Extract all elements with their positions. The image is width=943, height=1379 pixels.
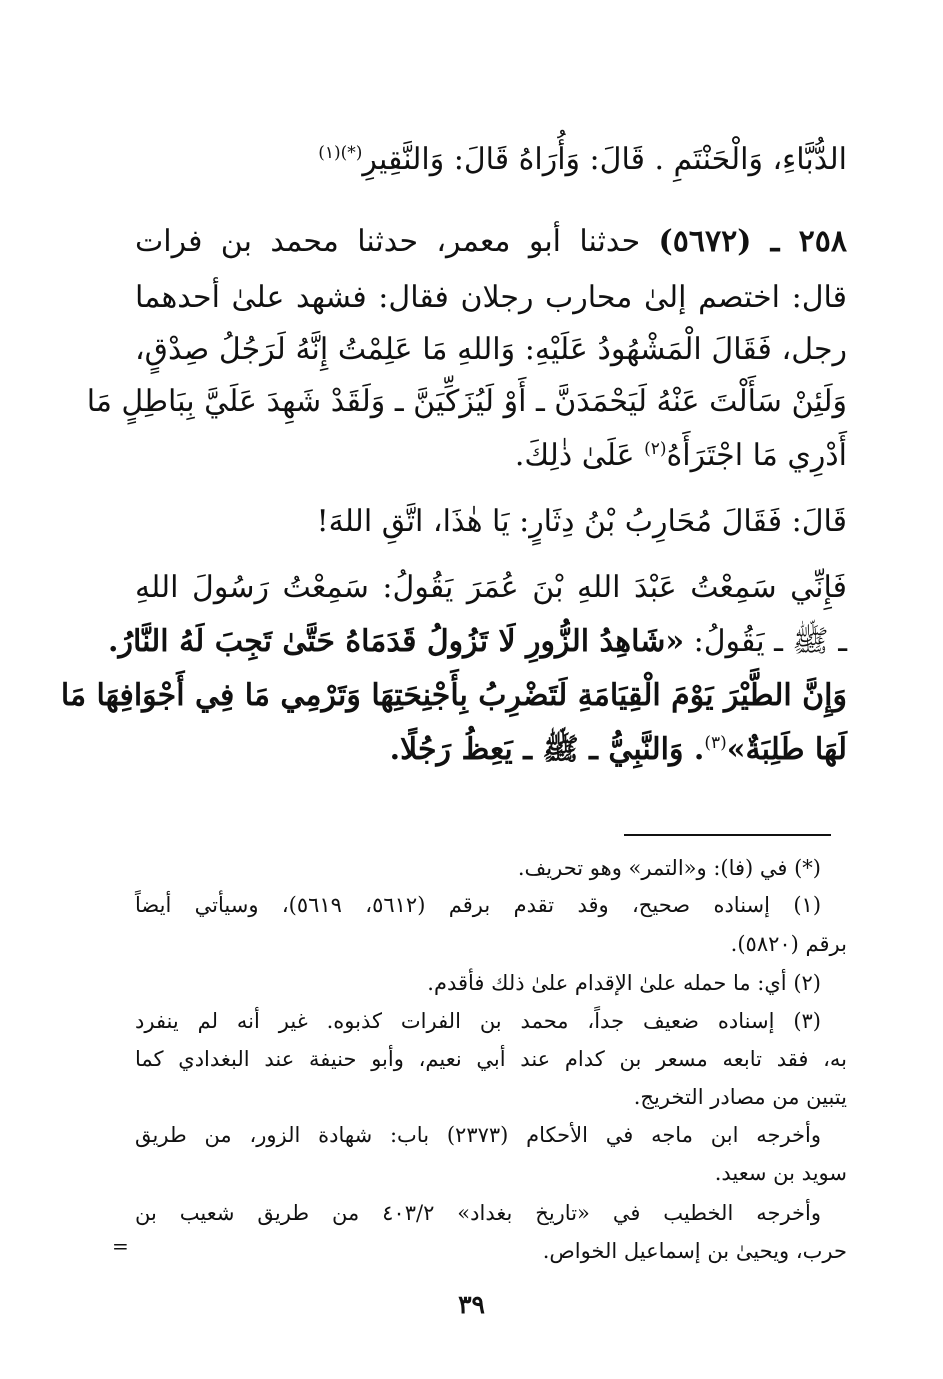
footnote-3-line-4: وأخرجه ابن ماجه في الأحكام (٢٣٧٣) باب: شهادة الزور، من طريق [135, 1123, 821, 1147]
text-line-7-body: قَالَ: فَقَالَ مُحَارِبُ بْنُ دِثَارٍ: يَا هٰذَا، اتَّقِ اللهَ! [316, 504, 847, 539]
footnote-star: (*) في (فا): و«التمر» وهو تحريف. [517, 856, 821, 880]
text-line-9-part-a: ـ ﷺ ـ يَقُولُ: [684, 624, 847, 659]
text-line-11 [135, 728, 847, 772]
hadith-quote-line-3: لَهَا طَلِبَةٌ» [726, 732, 847, 767]
hadith-quote-line-2: وَإِنَّ الطَّيْرَ يَوْمَ الْقِيَامَةِ لَتَضْرِبُ بِأَجْنِحَتِهَا وَتَرْمِي مَا فِي أَجْوَافِهَا مَا [60, 678, 847, 713]
footnote-1-line-1: (١) إسناده صحيح، وقد تقدم برقم (٥٦١٢، ٥٦١٩)، وسيأتي أيضاً [135, 893, 822, 917]
text-line-4-body: رجل، فَقَالَ الْمَشْهُودُ عَلَيْهِ: وَاللهِ مَا عَلِمْتُ إِنَّهُ لَرَجُلُ صِدْقٍ، [135, 332, 847, 367]
text-line-6-part-a: أَدْرِي مَا اجْتَرَأَهُ [666, 438, 847, 473]
text-line-3-body: قال: اختصم إلىٰ محارب رجلان فقال: فشهد علىٰ أحدهما [135, 280, 847, 315]
text-line-1 [135, 138, 847, 182]
footnote-3-line-5: سويد بن سعيد. [714, 1161, 847, 1185]
text-line-5 [86, 380, 847, 424]
text-line-6 [135, 434, 847, 478]
text-line-8-body: فَإِنِّي سَمِعْتُ عَبْدَ اللهِ بْنَ عُمَرَ يَقُولُ: سَمِعْتُ رَسُولَ اللهِ [135, 570, 847, 605]
page-number: ٣٩ [458, 1290, 485, 1319]
footnote-ref-2: (٢) [644, 439, 667, 459]
continuation-mark: = [112, 1234, 129, 1258]
footnote-3-line-2: به، فقد تابعه مسعر بن كدام عند أبي نعيم، وأبو حنيفة عند البغدادي كما [135, 1047, 847, 1071]
text-line-10 [60, 674, 847, 718]
text-line-2-body: حدثنا أبو معمر، حدثنا محمد بن فرات [135, 224, 641, 259]
text-line-9 [108, 620, 847, 664]
footnote-separator [624, 834, 831, 836]
text-line-6-part-b: عَلَىٰ ذٰلِكَ. [514, 438, 645, 473]
footnote-ref-1: (*)(١) [318, 143, 363, 163]
hadith-quote-line-1: «شَاهِدُ الزُّورِ لَا تَزُولُ قَدَمَاهُ حَتَّىٰ تَجِبَ لَهُ النَّارُ. [108, 624, 685, 659]
text-line-4 [135, 328, 847, 372]
text-line-8 [135, 566, 847, 610]
footnote-1-line-2: برقم (٥٨٢٠). [730, 932, 847, 956]
text-line-3 [135, 276, 847, 320]
footnote-2: (٢) أي: ما حمله علىٰ الإقدام علىٰ ذلك فأقدم. [427, 971, 821, 995]
text-line-11-part-b: . وَالنَّبِيُّ ـ ﷺ ـ يَعِظُ رَجُلًا. [389, 732, 705, 767]
hadith-number: ٢٥٨ ـ (٥٦٧٢) [658, 224, 848, 259]
footnote-3-line-3: يتبين من مصادر التخريج. [633, 1085, 847, 1109]
text-line-7 [135, 500, 847, 544]
footnote-3-line-6: وأخرجه الخطيب في «تاريخ بغداد» ٤٠٣/٢ من طريق شعيب بن [135, 1201, 822, 1225]
text-line-5-body: وَلَئِنْ سَأَلْتَ عَنْهُ لَيَحْمَدَنَّ ـ أَوْ لَيُزَكِّيَنَّ ـ وَلَقَدْ شَهِدَ عَلَيَّ بِبَاطِلٍ مَا [86, 384, 847, 419]
footnote-ref-3: (٣) [704, 733, 727, 753]
text-line-2 [135, 220, 847, 264]
text-line-1-body: الدُّبَّاءِ، وَالْحَنْتَمِ . قَالَ: وَأُرَاهُ قَالَ: وَالنَّقِيرِ [362, 142, 847, 177]
footnote-3-line-1: (٣) إسناده ضعيف جداً، محمد بن الفرات كذبوه. غير أنه لم ينفرد [135, 1009, 821, 1033]
footnote-3-line-7: حرب، ويحيىٰ بن إسماعيل الخواص. [542, 1239, 847, 1263]
